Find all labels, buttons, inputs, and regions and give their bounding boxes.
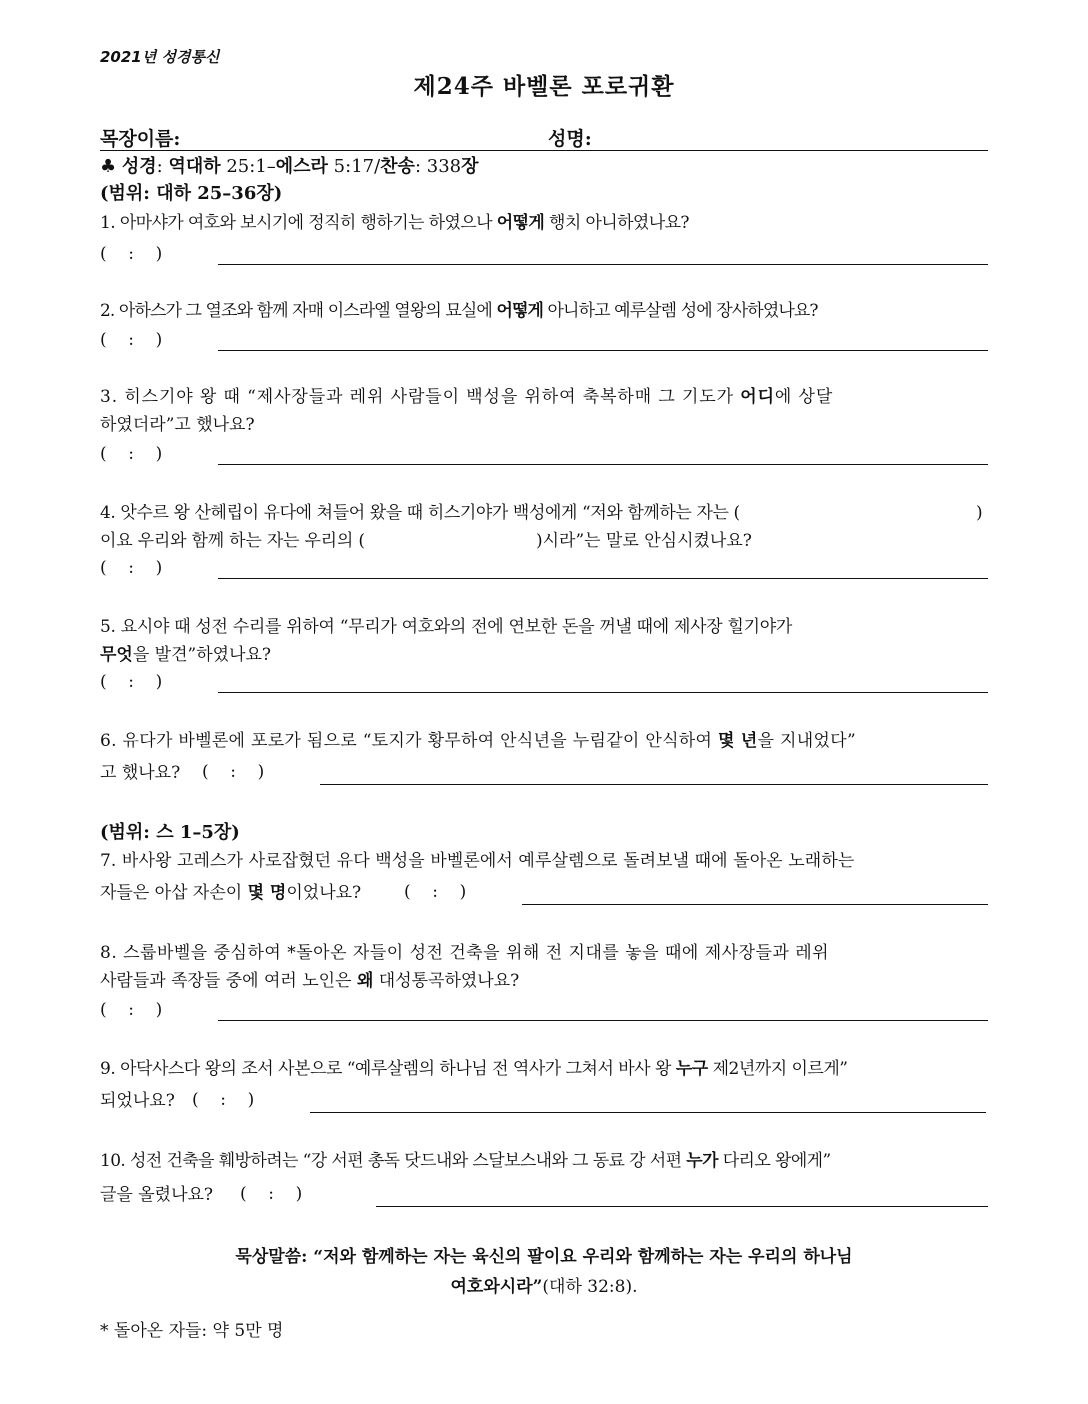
scripture-line: ♣ 성경: 역대하 25:1–에스라 5:17/찬송: 338장 <box>100 156 479 177</box>
student-name-label: 성명: <box>548 128 592 150</box>
club-icon: ♣ <box>100 156 117 177</box>
question-4-line-1: 4. 앗수르 왕 산헤립이 유다에 쳐들어 왔을 때 히스기야가 백성에게 “저와 함께하는 자는 ( <box>100 503 740 523</box>
book2: 에스라 <box>275 156 328 177</box>
section-range-2: (범위: 스 1–5장) <box>100 822 240 843</box>
answer-line-1[interactable] <box>218 264 988 265</box>
section-range-1: (범위: 대하 25–36장) <box>100 183 283 204</box>
question-8-line-2: 사람들과 족장들 중에 여러 노인은 왜 대성통곡하였나요? <box>100 971 520 991</box>
answer-line-10[interactable] <box>376 1206 988 1207</box>
answer-ref-8[interactable]: ( : ) <box>100 1000 163 1020</box>
answer-line-2[interactable] <box>218 350 988 351</box>
memory-verse-label: 묵상말씀 <box>235 1247 302 1267</box>
question-3-line-2: 하였더라”고 했나요? <box>100 415 255 435</box>
answer-ref-6[interactable]: ( : ) <box>202 762 265 782</box>
question-6-line-1: 6. 유다가 바벨론에 포로가 됨으로 “토지가 황무하여 안식년을 누림같이 안식하여 몇 년을 지내었다” <box>100 731 856 751</box>
answer-ref-5[interactable]: ( : ) <box>100 672 163 692</box>
answer-ref-1[interactable]: ( : ) <box>100 244 163 264</box>
scripture-label: 성경 <box>121 156 157 177</box>
answer-line-4[interactable] <box>218 578 988 579</box>
book1: 역대하 <box>168 156 221 177</box>
answer-line-7[interactable] <box>522 904 988 905</box>
question-4-line-2-a: 이요 우리와 함께 하는 자는 우리의 ( <box>100 531 365 551</box>
question-6-line-2: 고 했나요? <box>100 763 181 783</box>
question-9-line-1: 9. 아닥사스다 왕의 조서 사본으로 “예루살렘의 하나님 전 역사가 그쳐서 바사 왕 누구 제2년까지 이르게” <box>100 1059 848 1079</box>
question-4-line-2-b: )시라”는 말로 안심시켰나요? <box>536 531 752 551</box>
question-2: 2. 아하스가 그 열조와 함께 자매 이스라엘 열왕의 묘실에 어떻게 아니하고 예루살렘 성에 장사하였나요? <box>100 301 818 321</box>
memory-verse-line-1: 묵상말씀: “저와 함께하는 자는 육신의 팔이요 우리와 함께하는 자는 우리의 하나님 <box>235 1247 853 1267</box>
question-5-line-1: 5. 요시야 때 성전 수리를 위하여 “무리가 여호와의 전에 연보한 돈을 꺼낼 때에 제사장 힐기야가 <box>100 617 792 637</box>
answer-ref-9[interactable]: ( : ) <box>192 1090 255 1110</box>
answer-line-3[interactable] <box>218 464 988 465</box>
question-9-line-2: 되었나요? <box>100 1091 175 1111</box>
pastor-name-label: 목장이름: <box>100 128 181 150</box>
question-5-line-2: 무엇을 발견”하였나요? <box>100 645 272 665</box>
answer-ref-4[interactable]: ( : ) <box>100 558 163 578</box>
answer-ref-7[interactable]: ( : ) <box>404 882 467 902</box>
hymn-label: 찬송 <box>380 156 415 177</box>
page-title: 제24주 바벨론 포로귀환 <box>413 73 675 100</box>
answer-ref-3[interactable]: ( : ) <box>100 444 163 464</box>
question-10-line-2: 글을 올렸나요? <box>100 1185 214 1205</box>
year-note: 2021년 성경통신 <box>100 48 220 66</box>
question-7-line-2: 자들은 아삽 자손이 몇 명이었나요? <box>100 883 362 903</box>
question-3-line-1: 3. 히스기야 왕 때 “제사장들과 레위 사람들이 백성을 위하여 축복하매 그 기도가 어디에 상달 <box>100 387 834 407</box>
fields-underline <box>100 150 988 151</box>
question-1: 1. 아마샤가 여호와 보시기에 정직히 행하기는 하였으나 어떻게 행치 아니하였나요? <box>100 213 689 233</box>
answer-line-8[interactable] <box>218 1020 988 1021</box>
answer-ref-10[interactable]: ( : ) <box>240 1184 303 1204</box>
answer-line-6[interactable] <box>320 784 988 785</box>
footnote: * 돌아온 자들: 약 5만 명 <box>100 1321 284 1341</box>
memory-verse-line-2: 여호와시라”(대하 32:8). <box>450 1277 638 1297</box>
answer-ref-2[interactable]: ( : ) <box>100 330 163 350</box>
answer-line-9[interactable] <box>310 1112 986 1113</box>
question-8-line-1: 8. 스룹바벨을 중심하여 *돌아온 자들이 성전 건축을 위해 전 지대를 놓을 때에 제사장들과 레위 <box>100 943 830 963</box>
question-4-close-paren: ) <box>976 503 983 523</box>
question-10-line-1: 10. 성전 건축을 훼방하려는 “강 서편 총독 닷드내와 스달보스내와 그 동료 강 서편 누가 다리오 왕에게” <box>100 1151 831 1171</box>
question-7-line-1: 7. 바사왕 고레스가 사로잡혔던 유다 백성을 바벨론에서 예루살렘으로 돌려보낼 때에 돌아온 노래하는 <box>100 851 855 871</box>
answer-line-5[interactable] <box>218 692 988 693</box>
